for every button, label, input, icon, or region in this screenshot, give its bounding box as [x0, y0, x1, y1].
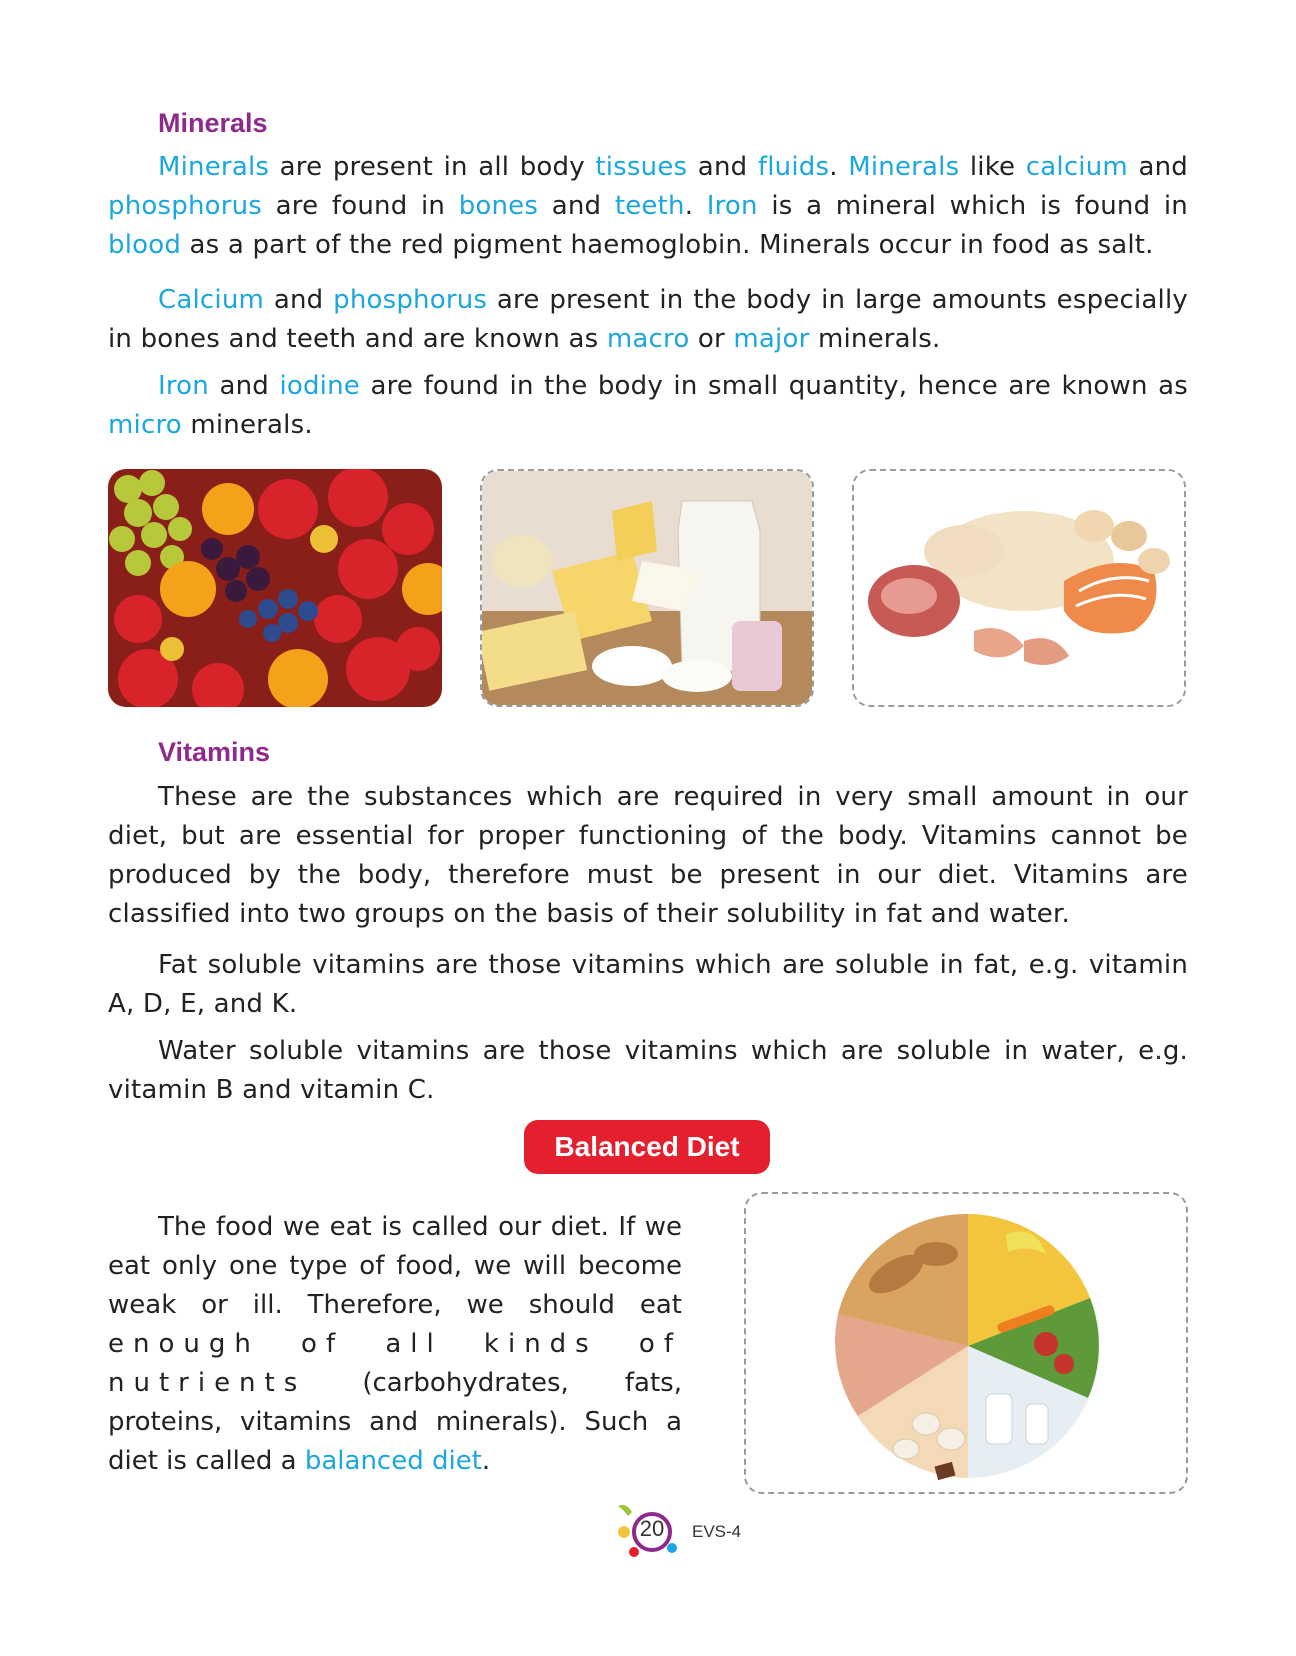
food-plate-image: [746, 1194, 1186, 1492]
highlighted-term: Calcium: [158, 285, 265, 315]
food-plate-photo-frame: [744, 1192, 1188, 1494]
highlighted-term: tissues: [595, 152, 688, 182]
highlighted-term: major: [733, 324, 810, 354]
page-footer: [606, 1502, 756, 1562]
text-run: .: [829, 152, 849, 182]
text-run: are present in the body in large amounts especially in bones and teeth and are known as: [108, 285, 1188, 354]
minerals-paragraph-2: [108, 281, 1188, 359]
text-run: are present in all body: [269, 152, 596, 182]
highlighted-term: Iron: [158, 371, 209, 401]
minerals-heading: Minerals: [158, 108, 268, 138]
highlighted-term: macro: [606, 324, 690, 354]
vitamins-heading: Vitamins: [158, 737, 271, 767]
text-run: minerals.: [181, 410, 313, 440]
highlighted-term: Minerals: [158, 152, 270, 182]
text-run: are found in: [262, 191, 459, 221]
highlighted-term: micro: [108, 410, 182, 440]
text-run: is a mineral which is found in: [757, 191, 1188, 221]
highlighted-term: iodine: [279, 371, 360, 401]
dairy-photo: [480, 469, 814, 707]
page-number: 20: [639, 1516, 665, 1541]
balanced-diet-paragraph: The food we eat is called our diet. If we eat only one type of food, we will become weak or ill. Therefore, we should eat enough of all kinds of nutrients (carbohydrates, fats, proteins, vitamins and minerals). Such a diet is called a balanced diet.: [108, 1212, 682, 1476]
minerals-paragraph-1: [108, 148, 1188, 265]
highlighted-term: Minerals: [848, 152, 960, 182]
highlighted-term: bones: [458, 191, 539, 221]
text-run: minerals.: [809, 324, 941, 354]
minerals-paragraph-3: [108, 367, 1188, 445]
highlighted-term: teeth: [614, 191, 685, 221]
text-run: as a part of the red pigment haemoglobin. Minerals occur in food as salt.: [181, 230, 1154, 260]
vitamins-paragraph-2: Fat soluble vitamins are those vitamins which are soluble in fat, e.g. vitamin A, D, E, and K.: [108, 950, 1188, 1019]
highlighted-term: Iron: [706, 191, 758, 221]
text-run: and: [264, 285, 334, 315]
highlighted-term: phosphorus: [108, 191, 263, 221]
text-run: like: [959, 152, 1026, 182]
text-run: or: [689, 324, 734, 354]
text-run: are found in the body in small quantity, hence are known as: [359, 371, 1188, 401]
fruits-photo: [108, 469, 442, 707]
text-run: and: [538, 191, 615, 221]
highlighted-term: calcium: [1025, 152, 1128, 182]
vitamins-paragraph-1: These are the substances which are required in very small amount in our diet, but are essential for proper functioning of the body. Vitamins cannot be produced by the body, therefore must be present in our diet. Vitamins are classified into two groups on the basis of their solubility in fat and water.: [108, 782, 1188, 929]
highlighted-term: blood: [108, 230, 182, 260]
balanced-diet-badge: Balanced Diet: [524, 1120, 770, 1174]
meat-photo: [852, 469, 1186, 707]
highlighted-term: phosphorus: [333, 285, 488, 315]
text-run: and: [208, 371, 280, 401]
text-run: .: [684, 191, 707, 221]
highlighted-term: fluids: [757, 152, 830, 182]
text-run: and: [687, 152, 758, 182]
book-code: EVS-4: [692, 1522, 742, 1541]
vitamins-paragraph-3: Water soluble vitamins are those vitamins which are soluble in water, e.g. vitamin B and vitamin C.: [108, 1036, 1188, 1105]
text-run: and: [1127, 152, 1188, 182]
